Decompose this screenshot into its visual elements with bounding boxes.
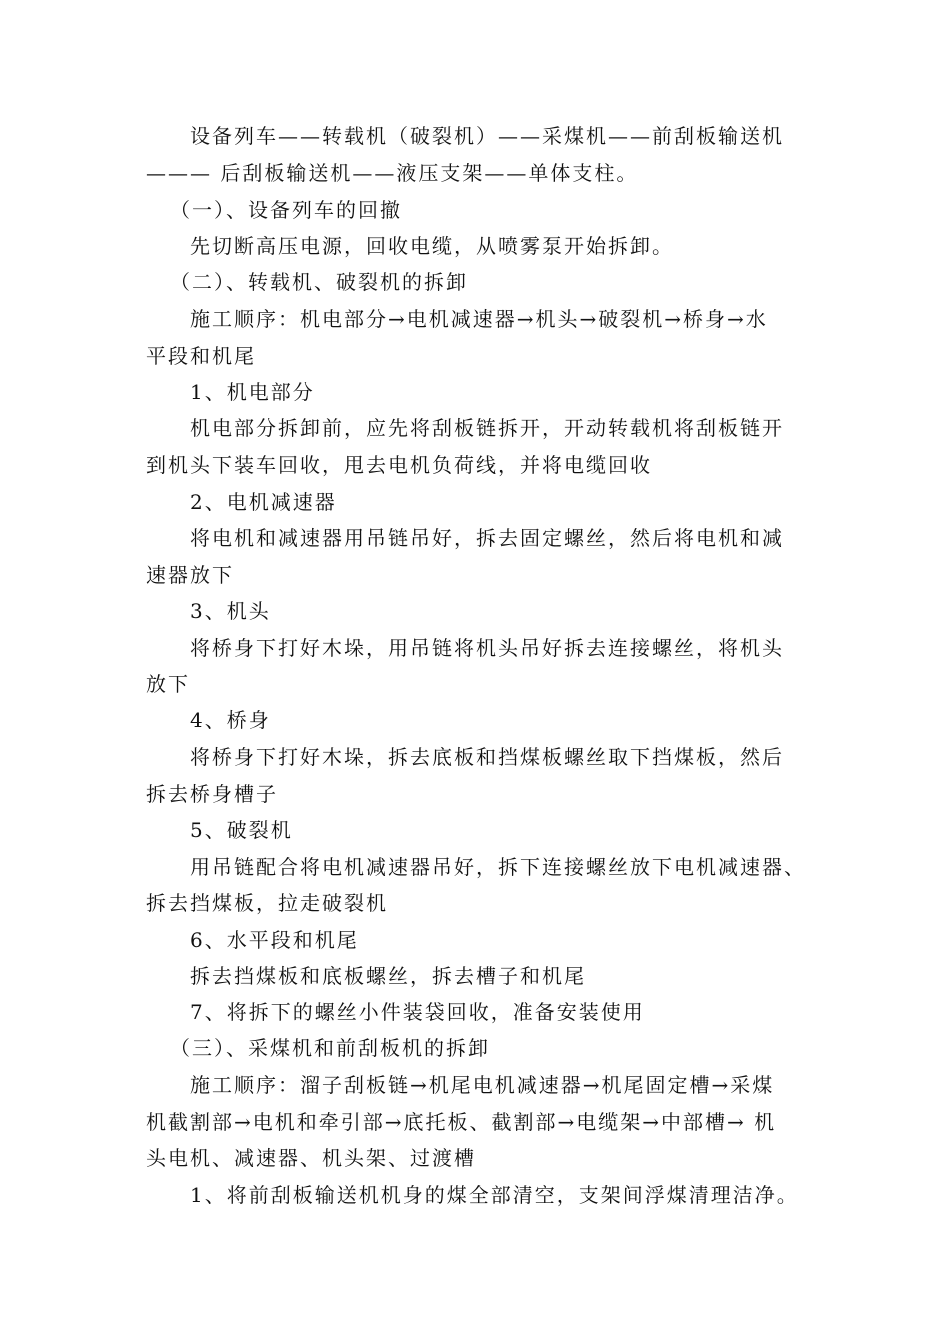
text-line: 拆去挡煤板和底板螺丝，拆去槽子和机尾 — [190, 964, 586, 988]
text-line: 设备列车——转载机（破裂机）——采煤机——前刮板输送机 — [190, 124, 784, 148]
text-line: 将桥身下打好木垛，用吊链将机头吊好拆去连接螺丝，将机头 — [190, 636, 784, 660]
text-line: 施工顺序：机电部分→电机减速器→机头→破裂机→桥身→水 — [190, 307, 768, 331]
text-line: 将桥身下打好木垛，拆去底板和挡煤板螺丝取下挡煤板，然后 — [190, 745, 784, 769]
text-line: 到机头下装车回收，甩去电机负荷线，并将电缆回收 — [146, 453, 652, 477]
item-heading: 1、将前刮板输送机机身的煤全部清空，支架间浮煤清理洁净。 — [190, 1183, 799, 1207]
section-heading: （二）、转载机、破裂机的拆卸 — [170, 270, 468, 294]
text-line: 拆去桥身槽子 — [146, 782, 278, 806]
item-heading: 1、机电部分 — [190, 380, 315, 404]
text-line: 先切断高压电源，回收电缆，从喷雾泵开始拆卸。 — [190, 234, 674, 258]
item-heading: 3、机头 — [190, 599, 271, 623]
text-line: 平段和机尾 — [146, 344, 256, 368]
item-heading: 4、桥身 — [190, 708, 271, 732]
text-line: 头电机、减速器、机头架、过渡槽 — [146, 1146, 476, 1170]
text-line: 机电部分拆卸前，应先将刮板链拆开，开动转载机将刮板链开 — [190, 416, 784, 440]
item-heading: 5、破裂机 — [190, 818, 293, 842]
text-line: 速器放下 — [146, 563, 234, 587]
text-line: 用吊链配合将电机减速器吊好，拆下连接螺丝放下电机减速器、 — [190, 855, 806, 879]
section-heading: （三）、采煤机和前刮板机的拆卸 — [170, 1036, 490, 1060]
text-line: ——— 后刮板输送机——液压支架——单体支柱。 — [146, 161, 639, 185]
text-line: 机截割部→电机和牵引部→底托板、截割部→电缆架→中部槽→ 机 — [146, 1110, 777, 1134]
item-heading: 7、将拆下的螺丝小件装袋回收，准备安装使用 — [190, 1000, 645, 1024]
item-heading: 6、水平段和机尾 — [190, 928, 359, 952]
item-heading: 2、电机减速器 — [190, 490, 337, 514]
text-line: 拆去挡煤板，拉走破裂机 — [146, 891, 388, 915]
text-line: 放下 — [146, 672, 190, 696]
section-heading: （一）、设备列车的回撤 — [170, 198, 402, 222]
text-line: 将电机和减速器用吊链吊好，拆去固定螺丝，然后将电机和减 — [190, 526, 784, 550]
text-line: 施工顺序：溜子刮板链→机尾电机减速器→机尾固定槽→采煤 — [190, 1073, 775, 1097]
